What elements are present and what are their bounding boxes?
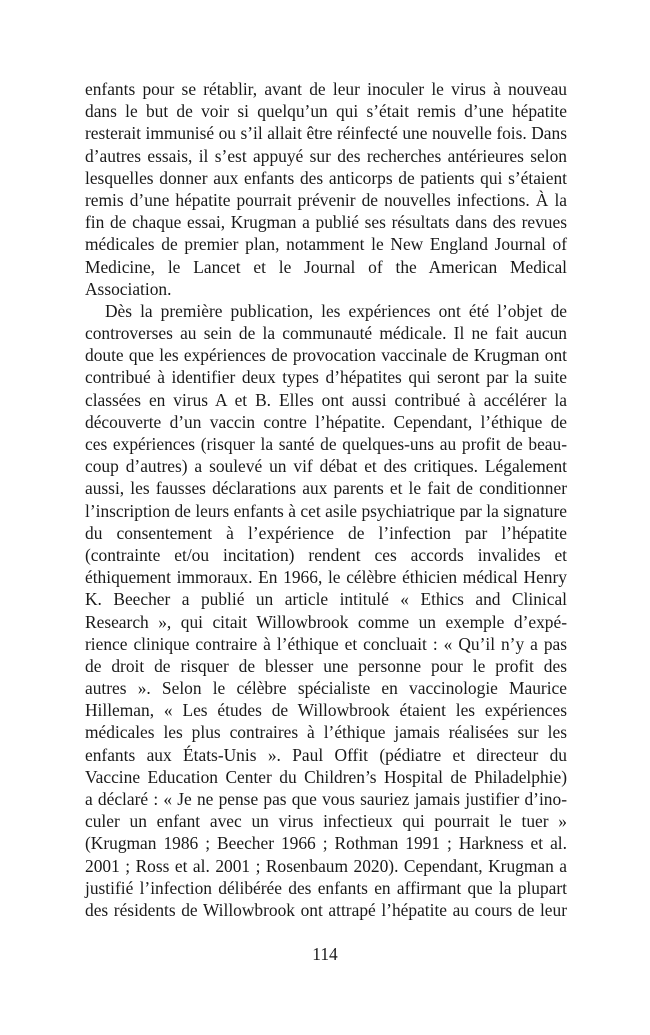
text-line: Medicine, le Lancet et le Journal of the American Medical: [85, 256, 567, 277]
text-line: éthiquement immoraux. En 1966, le célèbre éthicien médical Henry: [85, 567, 567, 588]
text-line: fin de chaque essai, Krugman a publié ses résultats dans des revues: [85, 212, 567, 233]
text-line: 2001 ; Ross et al. 2001 ; Rosenbaum 2020). Cependant, Krugman a: [85, 855, 567, 876]
text-line: découverte d’un vaccin contre l’hépatite. Cependant, l’éthique de: [85, 411, 567, 432]
document-body: [85, 78, 567, 921]
text-line: resterait immunisé ou s’il allait être réinfecté une nouvelle fois. Dans: [85, 123, 567, 144]
text-line: l’inscription de leurs enfants à cet asile psychiatrique par la signature: [85, 500, 567, 521]
text-line: doute que les expériences de provocation vaccinale de Krugman ont: [85, 345, 567, 366]
text-line: enfants pour se rétablir, avant de leur inoculer le virus à nouveau: [85, 79, 567, 99]
text-line: a déclaré : « Je ne pense pas que vous sauriez jamais justifier d’ino-: [85, 789, 567, 809]
text-line: justifié l’infection délibérée des enfants en affirmant que la plupart: [85, 877, 567, 898]
text-line: (contrainte et/ou incitation) rendent ces accords invalides et: [85, 544, 567, 565]
text-line: contribué à identifier deux types d’hépatites qui seront par la suite: [85, 367, 567, 388]
text-line: Vaccine Education Center du Children’s Hospital de Philadelphie): [85, 766, 567, 787]
text-line: du consentement à l’expérience de l’infection par l’hépatite: [85, 522, 567, 543]
text-line: dans le but de voir si quelqu’un qui s’était remis d’une hépatite: [85, 101, 567, 122]
text-line: controverses au sein de la communauté médicale. Il ne fait aucun: [85, 323, 567, 344]
text-line: rience clinique contraire à l’éthique et concluait : « Qu’il n’y a pas: [85, 633, 567, 654]
text-line: remis d’une hépatite pourrait prévenir de nouvelles infections. À la: [85, 189, 567, 210]
text-line: enfants aux États-Unis ». Paul Offit (pédiatre et directeur du: [85, 744, 567, 765]
text-line: aussi, les fausses déclarations aux parents et le fait de conditionner: [85, 478, 567, 499]
text-line: Research », qui citait Willowbrook comme un exemple d’expé-: [85, 611, 567, 632]
text-line: Dès la première publication, les expériences ont été l’objet de: [105, 300, 567, 321]
text-line: Hilleman, « Les études de Willowbrook étaient les expériences: [85, 700, 567, 721]
text-line: médicales les plus contraires à l’éthique jamais réalisées sur les: [85, 722, 567, 743]
text-line: classées en virus A et B. Elles ont aussi contribué à accélérer la: [85, 389, 567, 410]
text-line: d’autres essais, il s’est appuyé sur des recherches antérieures selon: [85, 145, 567, 166]
text-line: K. Beecher a publié un article intitulé « Ethics and Clinical: [85, 589, 567, 610]
text-line: autres ». Selon le célèbre spécialiste en vaccinologie Maurice: [85, 678, 567, 699]
text-line: culer un enfant avec un virus infectieux qui pourrait le tuer »: [85, 811, 567, 832]
text-line: coup d’autres) a soulevé un vif débat et des critiques. Légalement: [85, 456, 567, 477]
text-line: Association.: [85, 278, 172, 299]
text-line: des résidents de Willowbrook ont attrapé l’hépatite au cours de leur: [85, 899, 567, 920]
page-number: 114: [312, 944, 338, 964]
text-line: de droit de risquer de blesser une personne pour le profit des: [85, 655, 567, 676]
text-line: médicales de premier plan, notamment le New England Journal of: [85, 234, 567, 255]
text-line: lesquelles donner aux enfants des anticorps de patients qui s’étaient: [85, 167, 567, 188]
text-line: ces expériences (risquer la santé de quelques-uns au profit de beau-: [85, 434, 567, 454]
text-line: (Krugman 1986 ; Beecher 1966 ; Rothman 1991 ; Harkness et al.: [85, 833, 567, 854]
